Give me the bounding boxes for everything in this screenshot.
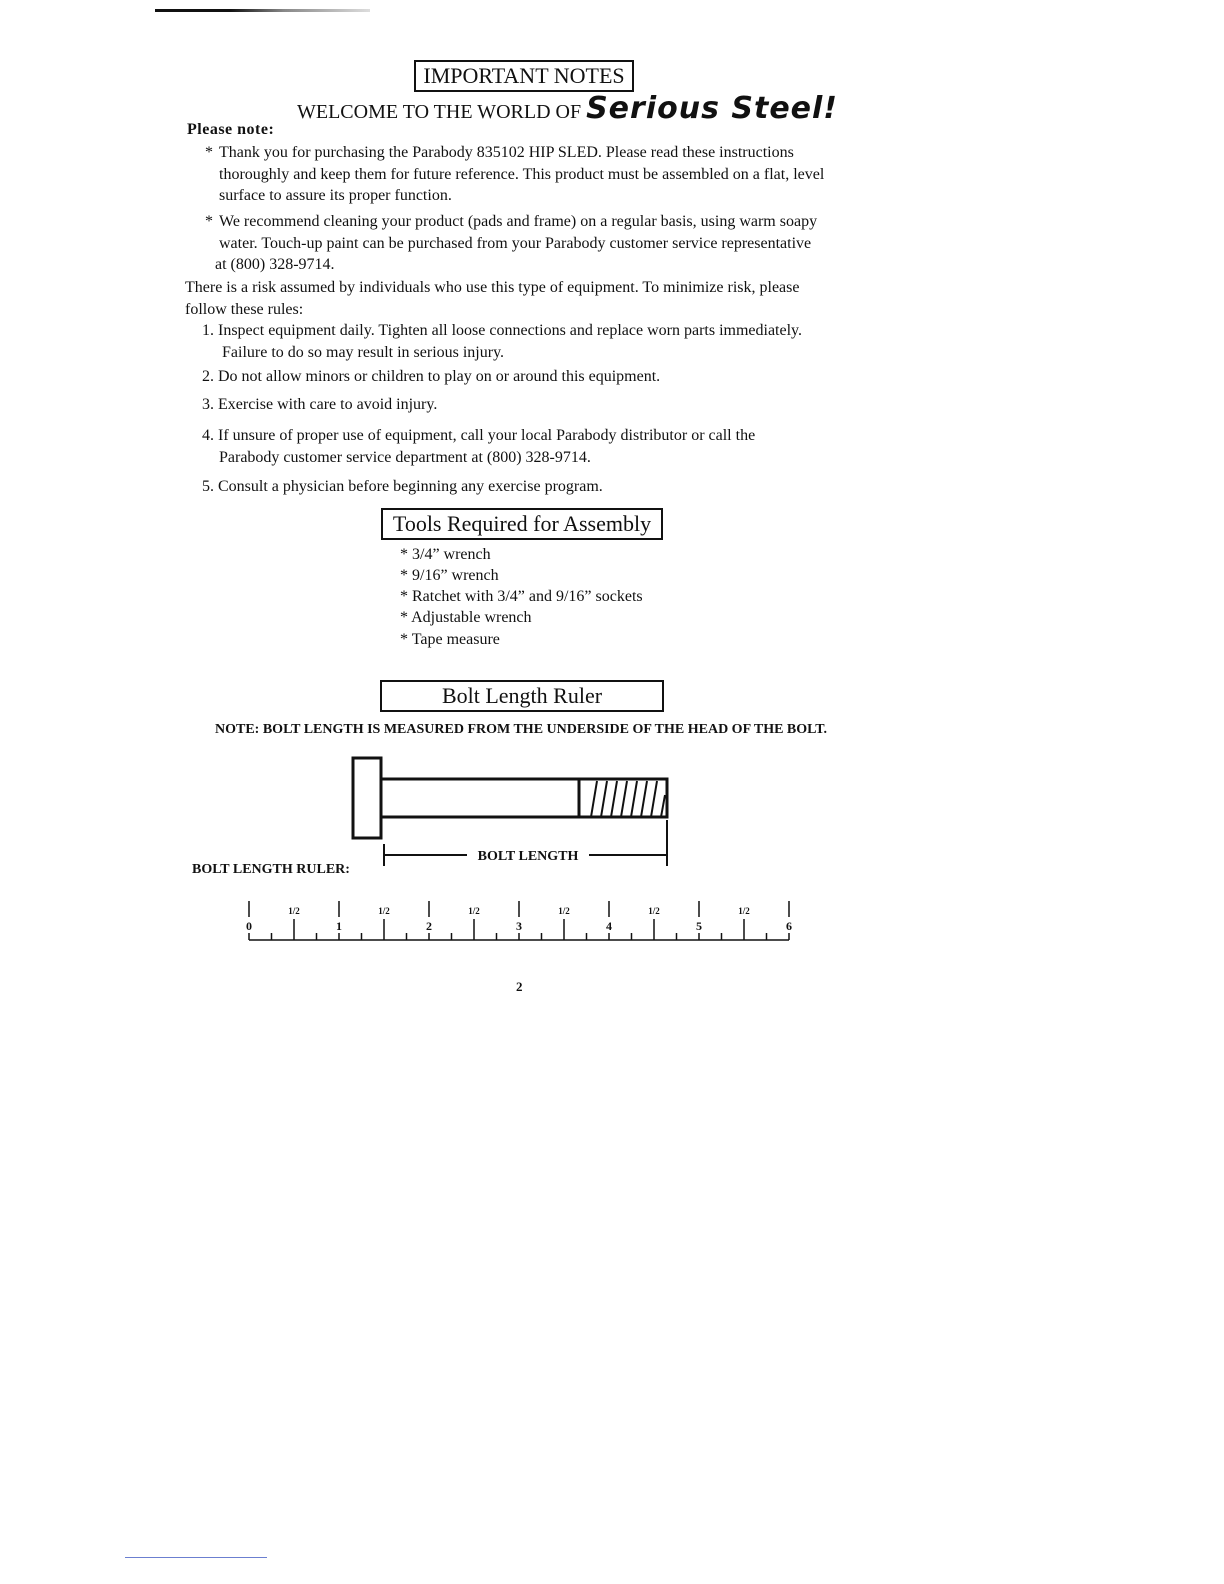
text-line: Consult a physician before beginning any exercise program. xyxy=(218,478,603,495)
bullet-thank-you xyxy=(205,142,825,207)
ruler-inch-label: 0 xyxy=(246,919,252,933)
page-number: 2 xyxy=(516,979,523,994)
ruler-half-label: 1/2 xyxy=(738,906,750,916)
bolt-diagram xyxy=(345,750,680,870)
bolt-shank xyxy=(381,779,579,817)
text-line: at (800) 328-9714. xyxy=(215,256,335,273)
rule-item-1 xyxy=(202,320,802,363)
measuring-ruler xyxy=(240,895,805,945)
text-line: Parabody customer service department at (800) 328-9714. xyxy=(219,448,591,466)
bolt-threads xyxy=(591,781,665,817)
please-note-label: Please note: xyxy=(187,121,275,138)
rule-item-3 xyxy=(202,394,437,416)
text-line: Thank you for purchasing the Parabody 835102 HIP SLED. Please read these instructions xyxy=(219,144,794,161)
tool-item: * Tape measure xyxy=(400,631,500,648)
tool-item: * Ratchet with 3/4” and 9/16” sockets xyxy=(400,588,643,605)
text-line: We recommend cleaning your product (pads and frame) on a regular basis, using warm soapy xyxy=(219,213,818,230)
text-line: surface to assure its proper function. xyxy=(219,187,452,204)
rule-number: 2. xyxy=(202,368,214,385)
rule-item-2 xyxy=(202,366,660,388)
text-line: water. Touch-up paint can be purchased from your Parabody customer service representative xyxy=(219,234,812,252)
bolt-head xyxy=(353,758,381,838)
rule-item-4 xyxy=(202,425,755,468)
text-line: If unsure of proper use of equipment, call your local Parabody distributor or call the xyxy=(218,427,756,444)
ruler-inch-label: 3 xyxy=(516,919,522,933)
bolt-length-ruler-title: Bolt Length Ruler xyxy=(380,680,664,712)
text-line: Do not allow minors or children to play on or around this equipment. xyxy=(218,368,661,385)
bolt-length-ruler-label: BOLT LENGTH RULER: xyxy=(192,862,350,877)
text-line: thoroughly and keep them for future reference. This product must be assembled on a flat, level xyxy=(219,165,825,183)
tool-item: * Adjustable wrench xyxy=(400,609,532,626)
important-notes-title: IMPORTANT NOTES xyxy=(414,60,634,92)
text-line: Exercise with care to avoid injury. xyxy=(218,396,438,413)
ruler-half-label: 1/2 xyxy=(378,906,390,916)
ruler-half-label: 1/2 xyxy=(648,906,660,916)
scan-artifact-top xyxy=(155,9,370,12)
text-line: Inspect equipment daily. Tighten all loose connections and replace worn parts immediately. xyxy=(218,322,802,339)
rule-number: 4. xyxy=(202,427,214,444)
bullet-cleaning xyxy=(205,211,818,276)
tool-item: * 3/4” wrench xyxy=(400,546,491,563)
brand-serious-steel: Serious Steel! xyxy=(586,91,838,126)
ruler-inch-label: 5 xyxy=(696,919,702,933)
bolt-length-label: BOLT LENGTH xyxy=(477,849,579,864)
ruler-half-label: 1/2 xyxy=(468,906,480,916)
tool-item: * 9/16” wrench xyxy=(400,567,499,584)
rule-number: 5. xyxy=(202,478,214,495)
ruler-half-label: 1/2 xyxy=(288,906,300,916)
ruler-inch-label: 1 xyxy=(336,919,342,933)
rule-item-5 xyxy=(202,476,603,498)
rule-number: 3. xyxy=(202,396,214,413)
ruler-half-label: 1/2 xyxy=(558,906,570,916)
ruler-inch-label: 6 xyxy=(786,919,792,933)
ruler-inch-label: 2 xyxy=(426,919,432,933)
welcome-prefix: WELCOME TO THE WORLD OF xyxy=(297,101,582,123)
text-line: There is a risk assumed by individuals who use this type of equipment. To minimize risk, please xyxy=(185,279,800,296)
welcome-heading xyxy=(297,91,838,126)
risk-paragraph xyxy=(185,277,799,320)
rule-number: 1. xyxy=(202,322,214,339)
tools-required-title: Tools Required for Assembly xyxy=(381,508,663,540)
text-line: follow these rules: xyxy=(185,300,304,318)
bolt-length-note: NOTE: BOLT LENGTH IS MEASURED FROM THE UNDERSIDE OF THE HEAD OF THE BOLT. xyxy=(215,722,827,737)
ruler-inch-label: 4 xyxy=(606,919,612,933)
bullet-star: * xyxy=(205,144,213,161)
bullet-star: * xyxy=(205,213,213,230)
scan-artifact-bottom xyxy=(125,1557,267,1558)
text-line: Failure to do so may result in serious injury. xyxy=(222,343,505,361)
